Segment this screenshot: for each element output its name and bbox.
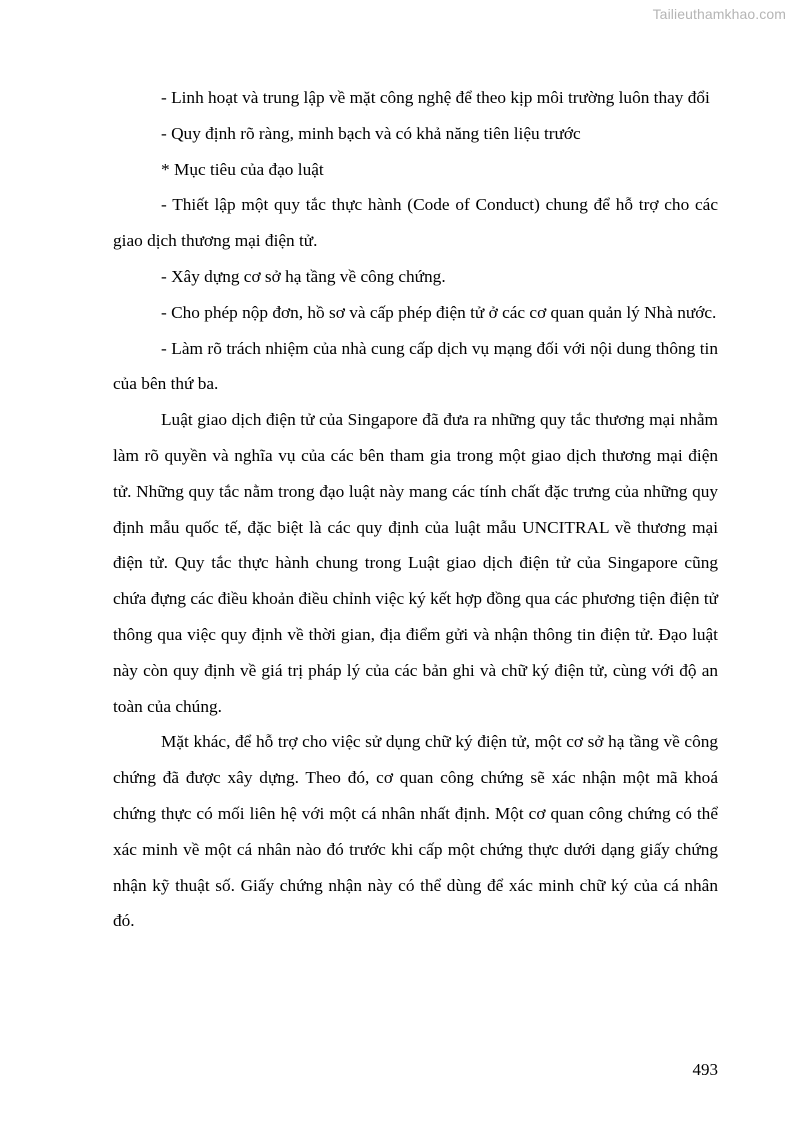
paragraph: - Cho phép nộp đơn, hồ sơ và cấp phép điện tử ở các cơ quan quản lý Nhà nước. bbox=[161, 302, 717, 322]
paragraph: * Mục tiêu của đạo luật bbox=[161, 159, 324, 179]
paragraph: - Thiết lập một quy tắc thực hành (Code of Conduct) chung để hỗ trợ cho các giao dịch thương mại điện tử. bbox=[113, 195, 718, 251]
paragraph: - Linh hoạt và trung lập về mặt công nghệ để theo kịp môi trường luôn thay đổi bbox=[161, 88, 710, 107]
paragraph: - Quy định rõ ràng, minh bạch và có khả năng tiên liệu trước bbox=[161, 123, 581, 143]
document-body bbox=[113, 80, 718, 939]
paragraph: - Làm rõ trách nhiệm của nhà cung cấp dịch vụ mạng đối với nội dung thông tin của bên thứ ba. bbox=[113, 338, 718, 394]
paragraph: Luật giao dịch điện tử của Singapore đã đưa ra những quy tắc thương mại nhằm làm rõ quyền và nghĩa vụ của các bên tham gia trong một giao dịch thương mại điện tử. Những quy tắc nằm trong đạo luật này mang các tính chất đặc trưng của những quy định mẫu quốc tế, đặc biệt là các quy định của luật mẫu UNCITRAL về thương mại điện tử. Quy tắc thực hành chung trong Luật giao dịch điện tử của Singapore cũng chứa đựng các điều khoản điều chỉnh việc ký kết hợp đồng qua các phương tiện điện tử thông qua việc quy định về thời gian, địa điểm gửi và nhận thông tin điện tử. Đạo luật này còn quy định về giá trị pháp lý của các bản ghi và chữ ký điện tử, cùng với độ an toàn của chúng. bbox=[113, 410, 718, 716]
paragraph: Mặt khác, để hỗ trợ cho việc sử dụng chữ ký điện tử, một cơ sở hạ tầng về công chứng đã được xây dựng. Theo đó, cơ quan công chứng sẽ xác nhận một mã khoá chứng thực có mối liên hệ với một cá nhân nhất định. Một cơ quan công chứng có thể xác minh về một cá nhân nào đó trước khi cấp một chứng thực dưới dạng giấy chứng nhận kỹ thuật số. Giấy chứng nhận này có thể dùng để xác minh chữ ký của cá nhân đó. bbox=[113, 732, 718, 931]
paragraph: - Xây dựng cơ sở hạ tầng về công chứng. bbox=[161, 266, 446, 286]
page-number: 493 bbox=[692, 1060, 718, 1079]
watermark: Tailieuthamkhao.com bbox=[652, 6, 786, 22]
